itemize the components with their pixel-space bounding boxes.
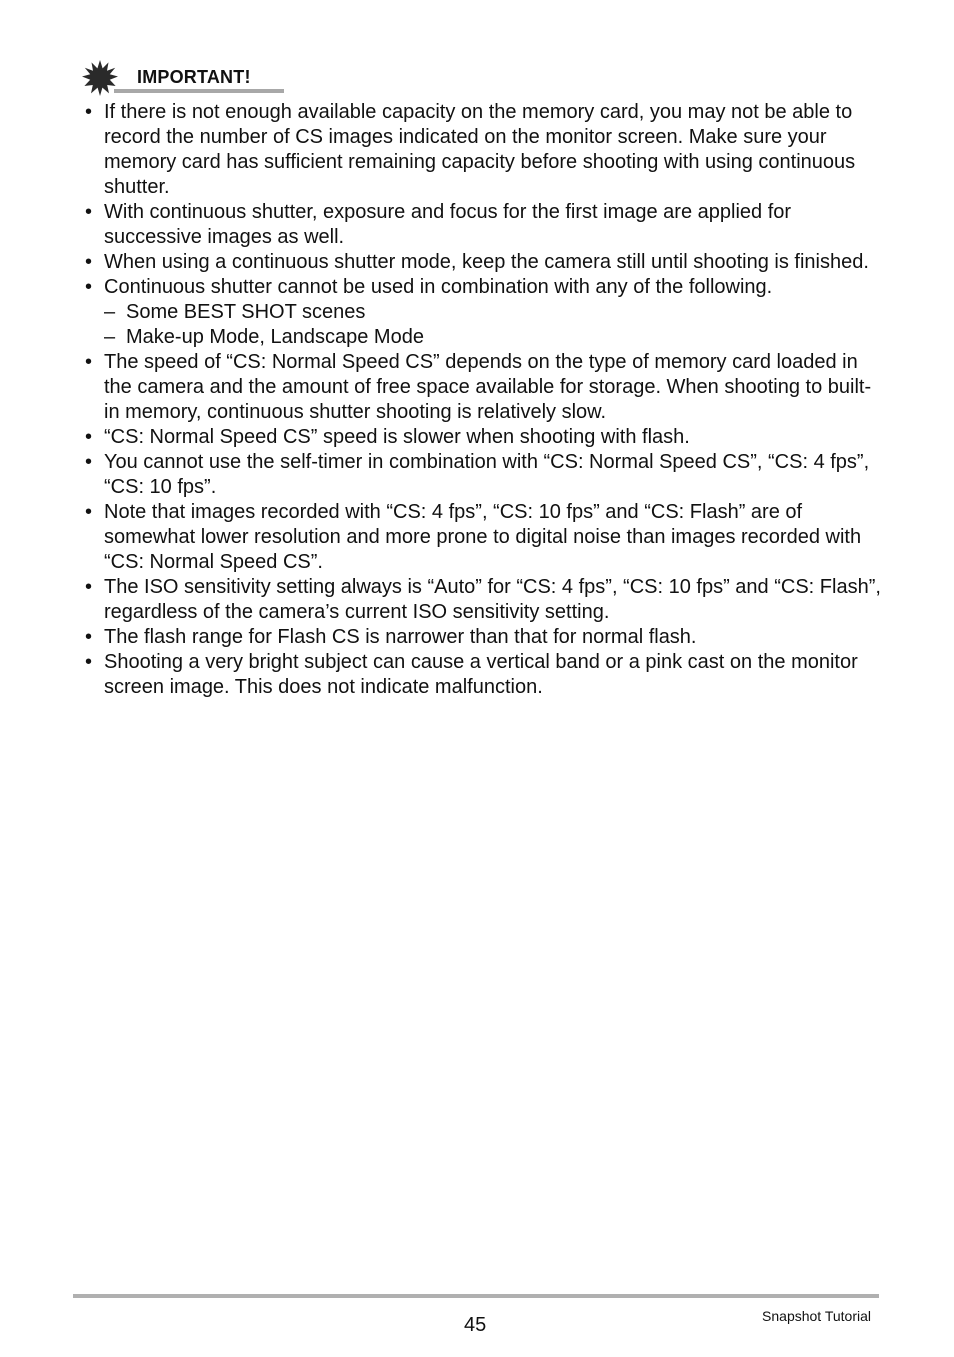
note-text: The flash range for Flash CS is narrower than that for normal flash. [104, 626, 697, 648]
note-text: “CS: Normal Speed CS” speed is slower when shooting with flash. [104, 426, 690, 448]
note-item [82, 625, 882, 650]
note-item [82, 425, 882, 450]
exceptions-list [104, 300, 882, 350]
note-item [82, 275, 882, 350]
dash-icon: – [104, 326, 116, 348]
bullet-icon: • [85, 451, 93, 473]
bullet-icon: • [85, 426, 93, 448]
bullet-icon: • [85, 101, 93, 123]
note-item [82, 350, 882, 425]
note-text: Continuous shutter cannot be used in combination with any of the following. [104, 276, 773, 298]
exception-text: Make-up Mode, Landscape Mode [126, 326, 424, 348]
note-item [82, 250, 882, 275]
note-item [82, 450, 882, 500]
bullet-icon: • [85, 576, 93, 598]
note-text: When using a continuous shutter mode, keep the camera still until shooting is finished. [104, 251, 869, 273]
important-underline [114, 89, 284, 93]
note-text: With continuous shutter, exposure and focus for the first image are applied for successive images as well. [104, 201, 792, 248]
note-item [82, 200, 882, 250]
bullet-icon: • [85, 501, 93, 523]
note-item [82, 650, 882, 700]
note-text: Shooting a very bright subject can cause a vertical band or a pink cast on the monitor screen image. This does not indicate malfunction. [104, 651, 858, 698]
important-label: IMPORTANT! [137, 67, 251, 87]
bullet-icon: • [85, 626, 93, 648]
note-item [82, 575, 882, 625]
important-header [82, 60, 284, 94]
bullet-icon: • [85, 201, 93, 223]
note-text: The speed of “CS: Normal Speed CS” depends on the type of memory card loaded in the camera and the amount of free space available for storage. When shooting to built-in memory, continuous shutter shooting is relatively slow. [104, 351, 872, 423]
footer-divider [73, 1294, 879, 1298]
bullet-icon: • [85, 251, 93, 273]
important-notes-list [82, 100, 882, 700]
burst-icon [82, 60, 118, 96]
exception-item [104, 325, 882, 350]
dash-icon: – [104, 301, 116, 323]
page-number: 45 [464, 1314, 487, 1336]
note-item [82, 100, 882, 200]
note-text: The ISO sensitivity setting always is “Auto” for “CS: 4 fps”, “CS: 10 fps” and “CS: Flash”, regardless of the camera’s current ISO sensitivity setting. [104, 576, 881, 623]
exception-item [104, 300, 882, 325]
exception-text: Some BEST SHOT scenes [126, 301, 366, 323]
note-item [82, 500, 882, 575]
section-name: Snapshot Tutorial [762, 1308, 871, 1324]
note-text: You cannot use the self-timer in combination with “CS: Normal Speed CS”, “CS: 4 fps”, “CS: 10 fps”. [104, 451, 870, 498]
note-text: Note that images recorded with “CS: 4 fps”, “CS: 10 fps” and “CS: Flash” are of somewhat lower resolution and more prone to digital noise than images recorded with “CS: Normal Speed CS”. [104, 501, 862, 573]
bullet-icon: • [85, 351, 93, 373]
bullet-icon: • [85, 276, 93, 298]
bullet-icon: • [85, 651, 93, 673]
note-text: If there is not enough available capacity on the memory card, you may not be able to record the number of CS images indicated on the monitor screen. Make sure your memory card has sufficient remaining capacity before shooting with using continuous shutter. [104, 101, 856, 198]
